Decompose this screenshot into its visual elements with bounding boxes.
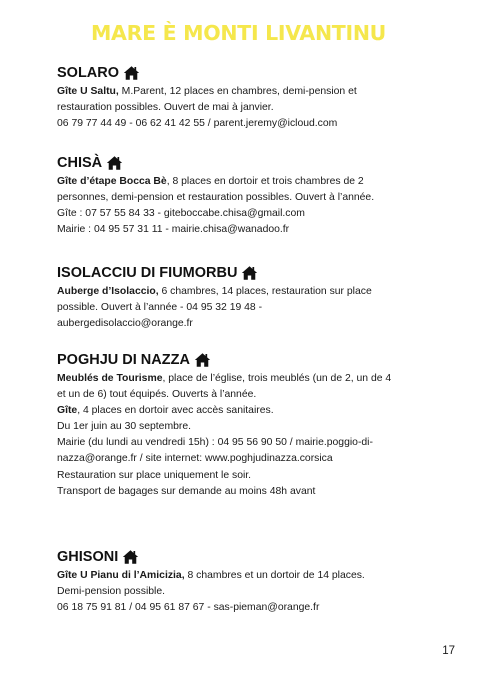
section-body xyxy=(57,174,447,238)
body-line xyxy=(57,84,447,100)
home-icon xyxy=(241,265,258,281)
line-text: personnes, demi-pension et restauration possibles. Ouvert à l’année. xyxy=(57,192,375,204)
line-text: 06 18 75 91 81 / 04 95 61 87 67 - sas-pieman@orange.fr xyxy=(57,602,320,614)
body-line xyxy=(57,222,447,238)
body-line xyxy=(57,190,447,206)
section-body xyxy=(57,84,447,132)
body-line xyxy=(57,316,447,332)
body-line xyxy=(57,435,447,451)
line-text: 06 79 77 44 49 - 06 62 41 42 55 / parent.jeremy@icloud.com xyxy=(57,118,338,130)
section-chisa xyxy=(57,153,447,238)
bold-label: Gîte U Pianu di l’Amicizia, xyxy=(57,570,185,581)
section-heading: ISOLACCIU DI FIUMORBU xyxy=(57,265,238,281)
bold-label: Auberge d’Isolaccio, xyxy=(57,286,159,297)
bold-label: Meublés de Tourisme xyxy=(57,373,163,384)
page-number: 17 xyxy=(442,645,455,657)
home-icon xyxy=(106,155,123,171)
bold-label: Gîte U Saltu, xyxy=(57,86,119,97)
line-text: possible. Ouvert à l’année - 04 95 32 19 48 - xyxy=(57,302,263,314)
line-text: nazza@orange.fr / site internet: www.poghjudinazza.corsica xyxy=(57,453,333,465)
body-line xyxy=(57,419,447,435)
body-line xyxy=(57,300,447,316)
page-title: MARE È MONTI LIVANTINU xyxy=(90,21,387,45)
section-body xyxy=(57,371,447,500)
line-text: Du 1er juin au 30 septembre. xyxy=(57,421,192,433)
section-solaro xyxy=(57,63,447,132)
section-isolacciu xyxy=(57,263,447,332)
section-heading: CHISÀ xyxy=(57,155,103,171)
body-line xyxy=(57,284,447,300)
line-text: Gîte : 07 57 55 84 33 - giteboccabe.chisa@gmail.com xyxy=(57,208,305,220)
body-line xyxy=(57,484,447,500)
line-text: et un de 6) tout équipés. Ouverts à l’année. xyxy=(57,389,257,401)
line-text: , 4 places en dortoir avec accès sanitaires. xyxy=(77,405,274,417)
body-line xyxy=(57,584,447,600)
bold-label: Gîte d’étape Bocca Bè xyxy=(57,176,167,187)
line-text: Restauration sur place uniquement le soir. xyxy=(57,469,252,481)
section-poghju xyxy=(57,350,447,500)
section-heading: GHISONI xyxy=(57,549,119,565)
body-line xyxy=(57,174,447,190)
body-line xyxy=(57,600,447,616)
body-line xyxy=(57,568,447,584)
line-text: Demi-pension possible. xyxy=(57,586,166,598)
section-ghisoni xyxy=(57,547,447,616)
body-line xyxy=(57,387,447,403)
body-line xyxy=(57,206,447,222)
body-line xyxy=(57,403,447,419)
home-icon xyxy=(123,65,140,81)
home-icon xyxy=(122,549,139,565)
line-text: , 8 places en dortoir et trois chambres de 2 xyxy=(166,176,364,187)
home-icon xyxy=(194,352,211,368)
bold-label: Gîte xyxy=(57,405,78,417)
line-text: 6 chambres, 14 places, restauration sur place xyxy=(158,286,372,297)
body-line xyxy=(57,100,447,116)
section-body xyxy=(57,284,447,332)
section-body xyxy=(57,568,447,616)
line-text: M.Parent, 12 places en chambres, demi-pension et xyxy=(118,86,357,97)
line-text: aubergedisolaccio@orange.fr xyxy=(57,318,193,330)
line-text: , place de l’église, trois meublés (un de 2, un de 4 xyxy=(162,373,392,384)
line-text: 8 chambres et un dortoir de 14 places. xyxy=(184,570,365,581)
body-line xyxy=(57,116,447,132)
line-text: restauration possibles. Ouvert de mai à janvier. xyxy=(57,102,274,114)
body-line xyxy=(57,371,447,387)
section-heading: SOLARO xyxy=(57,65,120,81)
section-heading: POGHJU DI NAZZA xyxy=(57,352,190,368)
line-text: Mairie : 04 95 57 31 11 - mairie.chisa@wanadoo.fr xyxy=(57,224,290,236)
line-text: Transport de bagages sur demande au moins 48h avant xyxy=(57,485,316,497)
body-line xyxy=(57,468,447,484)
line-text: Mairie (du lundi au vendredi 15h) : 04 95 56 90 50 / mairie.poggio-di- xyxy=(57,437,373,449)
body-line xyxy=(57,451,447,467)
